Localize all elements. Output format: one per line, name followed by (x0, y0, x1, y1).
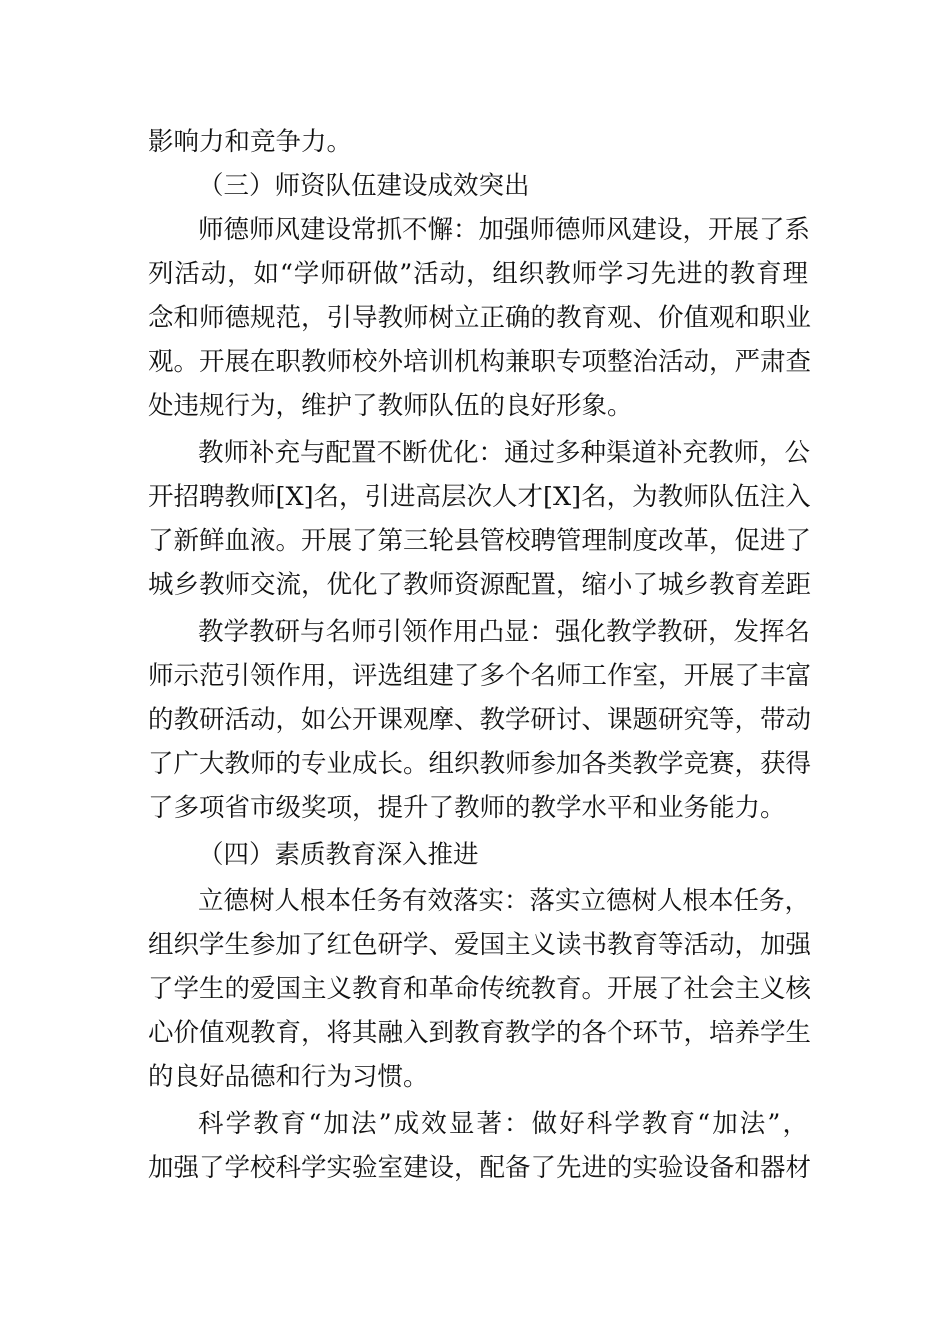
section-heading: （四）素质教育深入推进 (198, 840, 479, 870)
paragraph-line: 的良好品德和行为习惯。 (148, 1062, 429, 1092)
paragraph-line: 了多项省市级奖项，提升了教师的教学水平和业务能力。 (148, 793, 786, 823)
paragraph-line: 加强了学校科学实验室建设，配备了先进的实验设备和器材 (148, 1153, 812, 1183)
paragraph-line: 教学教研与名师引领作用凸显：强化教学教研，发挥名 (198, 617, 811, 647)
section-heading: （三）师资队伍建设成效突出 (198, 171, 530, 201)
paragraph-line: 师德师风建设常抓不懈：加强师德师风建设，开展了系 (198, 215, 811, 245)
paragraph-line: 组织学生参加了红色研学、爱国主义读书教育等活动，加强 (148, 930, 812, 960)
paragraph-line: 了新鲜血液。开展了第三轮县管校聘管理制度改革，促进了 (148, 526, 812, 556)
paragraph-line: 教师补充与配置不断优化：通过多种渠道补充教师，公 (198, 438, 811, 468)
paragraph-line: 观。开展在职教师校外培训机构兼职专项整治活动，严肃查 (148, 347, 812, 377)
paragraph-line: 念和师德规范，引导教师树立正确的教育观、价值观和职业 (148, 303, 812, 333)
paragraph-line: 影响力和竞争力。 (148, 127, 353, 157)
paragraph-line: 了学生的爱国主义教育和革命传统教育。开展了社会主义核 (148, 974, 812, 1004)
paragraph-line: 立德树人根本任务有效落实：落实立德树人根本任务， (198, 886, 811, 916)
paragraph-line: 科学教育“加法”成效显著：做好科学教育“加法”， (198, 1109, 808, 1139)
paragraph-line: 的教研活动，如公开课观摩、教学研讨、课题研究等，带动 (148, 705, 812, 735)
paragraph-line: 开招聘教师[X]名，引进高层次人才[X]名，为教师队伍注入 (148, 482, 811, 512)
paragraph-line: 城乡教师交流，优化了教师资源配置，缩小了城乡教育差距 (148, 570, 812, 600)
paragraph-line: 列活动，如“学师研做”活动，组织教师学习先进的教育理 (148, 259, 808, 289)
paragraph-line: 了广大教师的专业成长。组织教师参加各类教学竞赛，获得 (148, 749, 812, 779)
paragraph-line: 师示范引领作用，评选组建了多个名师工作室，开展了丰富 (148, 661, 812, 691)
paragraph-line: 处违规行为，维护了教师队伍的良好形象。 (148, 391, 633, 421)
paragraph-line: 心价值观教育，将其融入到教育教学的各个环节，培养学生 (148, 1018, 812, 1048)
